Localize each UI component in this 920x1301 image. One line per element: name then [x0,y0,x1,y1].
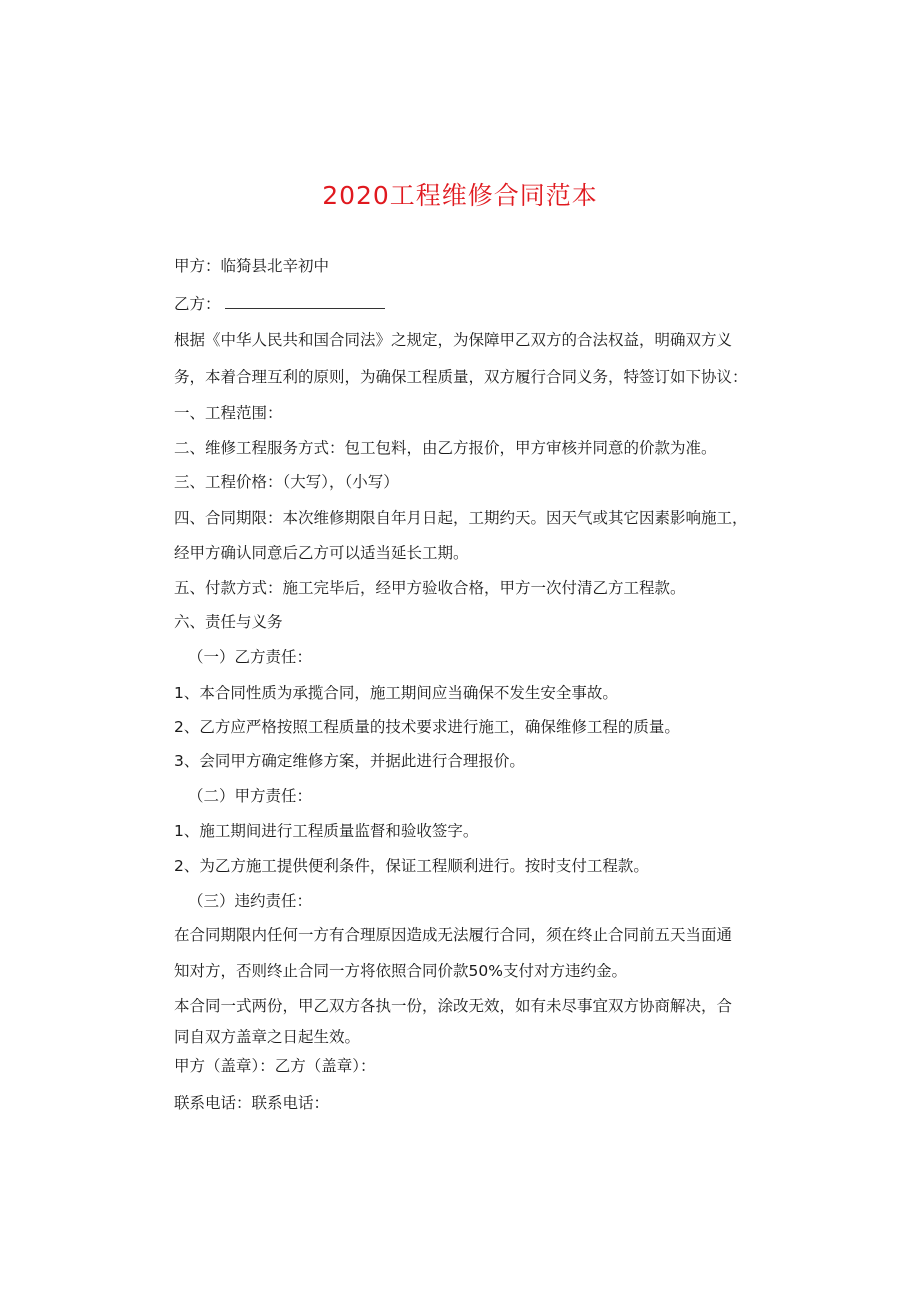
document-title: 2020工程维修合同范本 [322,181,598,210]
party-b-blank [225,294,385,309]
section-service-method: 二、维修工程服务方式：包工包料，由乙方报价，甲方审核并同意的价款为准。 [174,439,717,457]
seal-line: 甲方（盖章）：乙方（盖章）： [174,1057,376,1075]
party-b-item-1: 1、本合同性质为承揽合同，施工期间应当确保不发生安全事故。 [174,684,618,702]
section-price: 三、工程价格：（大写），（小写） [174,473,399,491]
intro-line-1: 根据《中华人民共和国合同法》之规定，为保障甲乙双方的合法权益，明确双方义 [174,331,733,349]
section-scope: 一、工程范围： [174,404,283,422]
phone-line: 联系电话：联系电话： [174,1094,330,1112]
subsection-party-a: （二）甲方责任： [188,787,313,805]
party-a-line: 甲方：临猗县北辛初中 [174,257,330,275]
closing-line-1: 本合同一式两份，甲乙双方各执一份，涂改无效，如有未尽事宜双方协商解决，合 [174,997,733,1015]
section-term-line-1: 四、合同期限：本次维修期限自年月日起，工期约天。因天气或其它因素影响施工， [174,509,748,527]
party-b-item-3: 3、会同甲方确定维修方案，并据此进行合理报价。 [174,752,525,770]
closing-line-2: 同自双方盖章之日起生效。 [174,1028,361,1046]
subsection-breach: （三）违约责任： [188,892,313,910]
section-responsibilities: 六、责任与义务 [174,613,283,631]
party-a-item-1: 1、施工期间进行工程质量监督和验收签字。 [174,822,479,840]
section-payment: 五、付款方式：施工完毕后，经甲方验收合格，甲方一次付清乙方工程款。 [174,579,686,597]
party-b-line [174,294,385,314]
subsection-party-b: （一）乙方责任： [188,648,313,666]
party-b-label: 乙方： [174,295,221,313]
party-b-item-2: 2、乙方应严格按照工程质量的技术要求进行施工，确保维修工程的质量。 [174,718,680,736]
breach-line-2: 知对方，否则终止合同一方将依照合同价款50%支付对方违约金。 [174,962,627,980]
breach-line-1: 在合同期限内任何一方有合理原因造成无法履行合同，须在终止合同前五天当面通 [174,926,733,944]
intro-line-2: 务，本着合理互利的原则，为确保工程质量，双方履行合同义务，特签订如下协议： [174,368,748,386]
section-term-line-2: 经甲方确认同意后乙方可以适当延长工期。 [174,544,469,562]
party-a-item-2: 2、为乙方施工提供便利条件，保证工程顺利进行。按时支付工程款。 [174,857,649,875]
